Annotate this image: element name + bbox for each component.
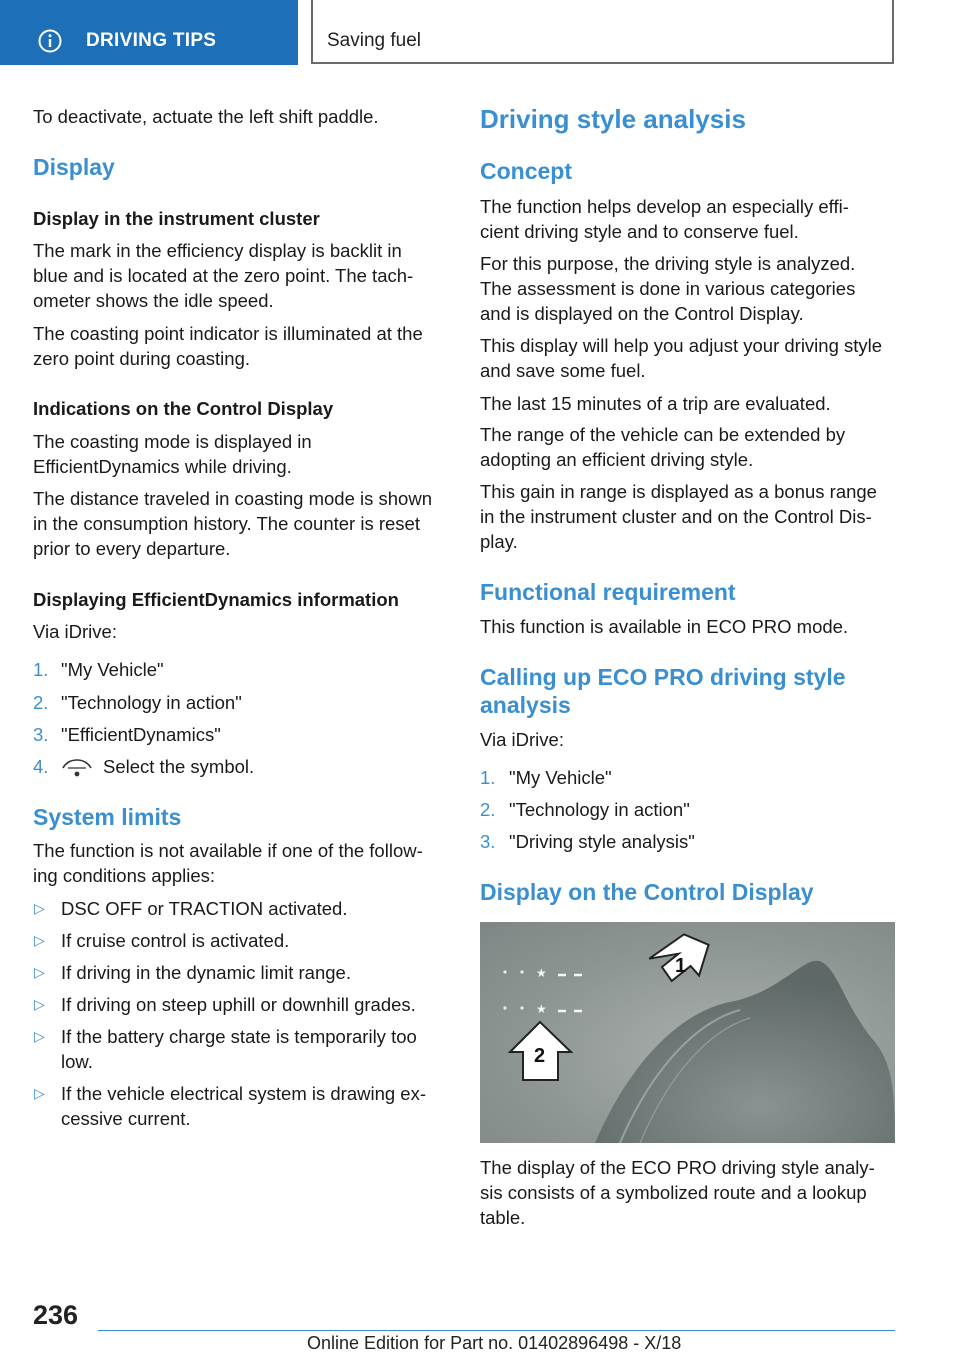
paragraph-line: This gain in range is displayed as a bonus range <box>480 481 877 502</box>
callout-label-2: 2 <box>534 1045 546 1067</box>
subheading-efficientdynamics: Displaying EfficientDynamics information <box>33 589 399 610</box>
caption-line: The display of the ECO PRO driving style analy‐ <box>480 1157 875 1178</box>
paragraph-line: The distance traveled in coasting mode is shown <box>33 488 432 509</box>
paragraph-line: ometer shows the idle speed. <box>33 290 274 311</box>
paragraph-line: cient driving style and to conserve fuel. <box>480 221 799 242</box>
limit-item: DSC OFF or TRACTION activated. <box>61 898 348 919</box>
limit-item: low. <box>61 1051 93 1072</box>
bullet-triangle-icon: ▷ <box>34 932 45 948</box>
limit-item: If the battery charge state is temporarily too <box>61 1026 417 1047</box>
section-tab <box>0 0 298 65</box>
paragraph-line: and save some fuel. <box>480 360 646 381</box>
step-text: Select the symbol. <box>103 756 255 777</box>
svg-text:★: ★ <box>536 966 547 980</box>
footer-rule <box>98 1330 895 1331</box>
bullet-triangle-icon: ▷ <box>34 996 45 1012</box>
info-icon <box>38 29 62 53</box>
paragraph-line: The last 15 minutes of a trip are evaluated. <box>480 393 831 414</box>
paragraph-line: This function is available in ECO PRO mode. <box>480 616 849 637</box>
bullet-triangle-icon: ▷ <box>34 1085 45 1101</box>
step-number: 2. <box>480 799 496 820</box>
limit-item: cessive current. <box>61 1108 191 1129</box>
section-label: DRIVING TIPS <box>86 30 217 51</box>
paragraph-line: in the instrument cluster and on the Control Dis‐ <box>480 506 872 527</box>
paragraph-line: The function is not available if one of the follow‐ <box>33 840 423 861</box>
step-number: 1. <box>480 767 496 788</box>
subheading-cluster: Display in the instrument cluster <box>33 208 320 229</box>
bullet-triangle-icon: ▷ <box>34 900 45 916</box>
paragraph-line: adopting an efficient driving style. <box>480 449 754 470</box>
section-heading-system-limits: System limits <box>33 804 182 830</box>
section-heading-calling-up: analysis <box>480 692 571 718</box>
step-text: "Driving style analysis" <box>509 831 695 852</box>
step-number: 4. <box>33 756 49 777</box>
limit-item: If the vehicle electrical system is drawing ex‐ <box>61 1083 426 1104</box>
section-heading-display-control: Display on the Control Display <box>480 879 814 905</box>
paragraph-line: The function helps develop an especially effi‐ <box>480 196 849 217</box>
paragraph-line: ing conditions applies: <box>33 865 216 886</box>
via-idrive: Via iDrive: <box>480 729 564 750</box>
bullet-triangle-icon: ▷ <box>34 964 45 980</box>
car-symbol-icon <box>60 756 94 778</box>
paragraph-line: The assessment is done in various categories <box>480 278 856 299</box>
paragraph-line: prior to every departure. <box>33 538 231 559</box>
step-text: "EfficientDynamics" <box>61 724 221 745</box>
paragraph-line: The range of the vehicle can be extended by <box>480 424 846 445</box>
paragraph-line: This display will help you adjust your driving style <box>480 335 883 356</box>
limit-item: If cruise control is activated. <box>61 930 290 951</box>
chapter-title: Saving fuel <box>327 30 422 51</box>
step-text: "Technology in action" <box>509 799 690 820</box>
paragraph-line: play. <box>480 531 518 552</box>
step-text: "My Vehicle" <box>509 767 612 788</box>
control-display-figure <box>480 922 895 1143</box>
limit-item: If driving on steep uphill or downhill grades. <box>61 994 416 1015</box>
callout-label-1: 1 <box>675 955 687 977</box>
caption-line: sis consists of a symbolized route and a lookup <box>480 1182 867 1203</box>
edition-note: Online Edition for Part no. 01402896498 - X/18 <box>307 1333 682 1353</box>
step-text: "My Vehicle" <box>61 659 164 680</box>
paragraph-line: zero point during coasting. <box>33 348 250 369</box>
step-number: 3. <box>33 724 49 745</box>
paragraph-line: The coasting point indicator is illuminated at the <box>33 323 423 344</box>
via-idrive: Via iDrive: <box>33 621 117 642</box>
subheading-control-display: Indications on the Control Display <box>33 398 334 419</box>
section-heading-concept: Concept <box>480 158 572 184</box>
section-heading-display: Display <box>33 154 115 180</box>
intro-text: To deactivate, actuate the left shift paddle. <box>33 106 379 127</box>
section-heading-calling-up: Calling up ECO PRO driving style <box>480 664 846 690</box>
bullet-triangle-icon: ▷ <box>34 1028 45 1044</box>
step-text: "Technology in action" <box>61 692 242 713</box>
main-heading: Driving style analysis <box>480 104 746 134</box>
paragraph-line: and is displayed on the Control Display. <box>480 303 804 324</box>
caption-line: table. <box>480 1207 526 1228</box>
svg-text:★: ★ <box>536 1002 547 1016</box>
paragraph-line: The coasting mode is displayed in <box>33 431 312 452</box>
section-heading-requirement: Functional requirement <box>480 579 736 605</box>
route-illustration <box>480 922 895 1143</box>
step-number: 2. <box>33 692 49 713</box>
paragraph-line: For this purpose, the driving style is analyzed. <box>480 253 856 274</box>
paragraph-line: EfficientDynamics while driving. <box>33 456 292 477</box>
chapter-header <box>311 0 894 64</box>
limit-item: If driving in the dynamic limit range. <box>61 962 351 983</box>
paragraph-line: in the consumption history. The counter is reset <box>33 513 420 534</box>
page-number: 236 <box>33 1300 79 1330</box>
paragraph-line: blue and is located at the zero point. The tach‐ <box>33 265 414 286</box>
step-number: 3. <box>480 831 496 852</box>
paragraph-line: The mark in the efficiency display is backlit in <box>33 240 402 261</box>
step-number: 1. <box>33 659 49 680</box>
